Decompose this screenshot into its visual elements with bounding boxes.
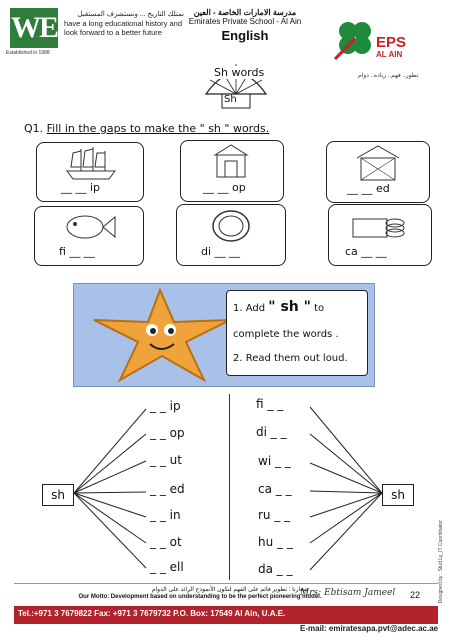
side-note: Designed by : Stud Ly_IT Coordinator bbox=[438, 520, 444, 604]
we-slogan-arabic: نمتلك التاريخ ... ونستشرف المستقبل bbox=[77, 11, 184, 18]
we-slogan-english: have a long educational history and look forward to a better future bbox=[64, 19, 183, 37]
question-text: Fill in the gaps to make the " sh " words. bbox=[46, 122, 270, 135]
page-number: 22 bbox=[410, 590, 421, 600]
footer-motto: Our Motto: Development based on understanding to be the perfect pioneering model. bbox=[78, 594, 322, 600]
instruction-to: to bbox=[314, 303, 325, 314]
subject-title: English bbox=[221, 28, 269, 43]
sh-box-right: sh bbox=[382, 484, 414, 506]
shell-title: Sh words bbox=[214, 66, 265, 79]
right-word: ru _ _ bbox=[258, 508, 291, 522]
right-word: wi _ _ bbox=[258, 454, 291, 468]
right-word: di _ _ bbox=[256, 425, 287, 439]
we-established: Established in 1988 bbox=[6, 50, 50, 56]
instruction-line-2: complete the words . bbox=[233, 329, 339, 340]
eps-tagline: تطور.. فهم.. ريادة.. دوام bbox=[358, 73, 419, 79]
left-word: _ _ in bbox=[150, 508, 181, 522]
left-word: _ _ ut bbox=[150, 453, 182, 467]
footer-slogan-arabic: شعارنا : تطوير فائم على الفهم لتكون الأنموذج الرائد على الدوام bbox=[151, 587, 309, 593]
teacher-name: Mrs: Ebtisam Jameel bbox=[300, 588, 396, 598]
right-word: hu _ _ bbox=[258, 535, 293, 549]
instruction-line-3: 2. Read them out loud. bbox=[233, 353, 348, 364]
we-logo: WE bbox=[10, 8, 58, 48]
question-number: Q1. bbox=[24, 122, 44, 135]
eps-sub: AL AIN bbox=[376, 50, 403, 59]
left-word: _ _ ot bbox=[150, 535, 182, 549]
picture-word: fi __ __ bbox=[59, 245, 95, 258]
picture-word: di __ __ bbox=[201, 245, 241, 258]
right-word: ca _ _ bbox=[258, 482, 292, 496]
left-word: _ _ ed bbox=[150, 482, 185, 496]
sh-box-left: sh bbox=[42, 484, 74, 506]
eps-logo: EPS bbox=[376, 34, 407, 51]
right-word: fi _ _ bbox=[256, 397, 284, 411]
picture-word: __ __ ip bbox=[61, 181, 101, 194]
footer-divider bbox=[14, 583, 438, 584]
right-word: da _ _ bbox=[258, 562, 293, 576]
left-word: _ _ op bbox=[150, 426, 185, 440]
instruction-add: 1. Add bbox=[233, 303, 266, 314]
picture-word: __ __ ed bbox=[347, 182, 390, 195]
school-name-english: Emirates Private School - Al Ain bbox=[188, 17, 302, 26]
left-word: _ _ ip bbox=[150, 399, 181, 413]
instruction-sh: " sh " bbox=[268, 299, 311, 315]
school-name-arabic: مدرسة الامارات الخاصة - العين bbox=[193, 8, 297, 17]
contact-email: E-mail: emiratesapa.pvt@adec.ac.ae bbox=[300, 624, 439, 633]
left-word: _ _ ell bbox=[150, 560, 184, 574]
shell-subtitle: Sh bbox=[224, 94, 237, 105]
contact-bar bbox=[14, 606, 438, 624]
picture-word: ca __ __ bbox=[345, 245, 387, 258]
contact-phone: Tel.:+971 3 7679822 Fax: +971 3 7679732 P.O. Box: 17549 Al Ain, U.A.E. bbox=[18, 609, 286, 618]
picture-word: __ __ op bbox=[203, 181, 246, 194]
